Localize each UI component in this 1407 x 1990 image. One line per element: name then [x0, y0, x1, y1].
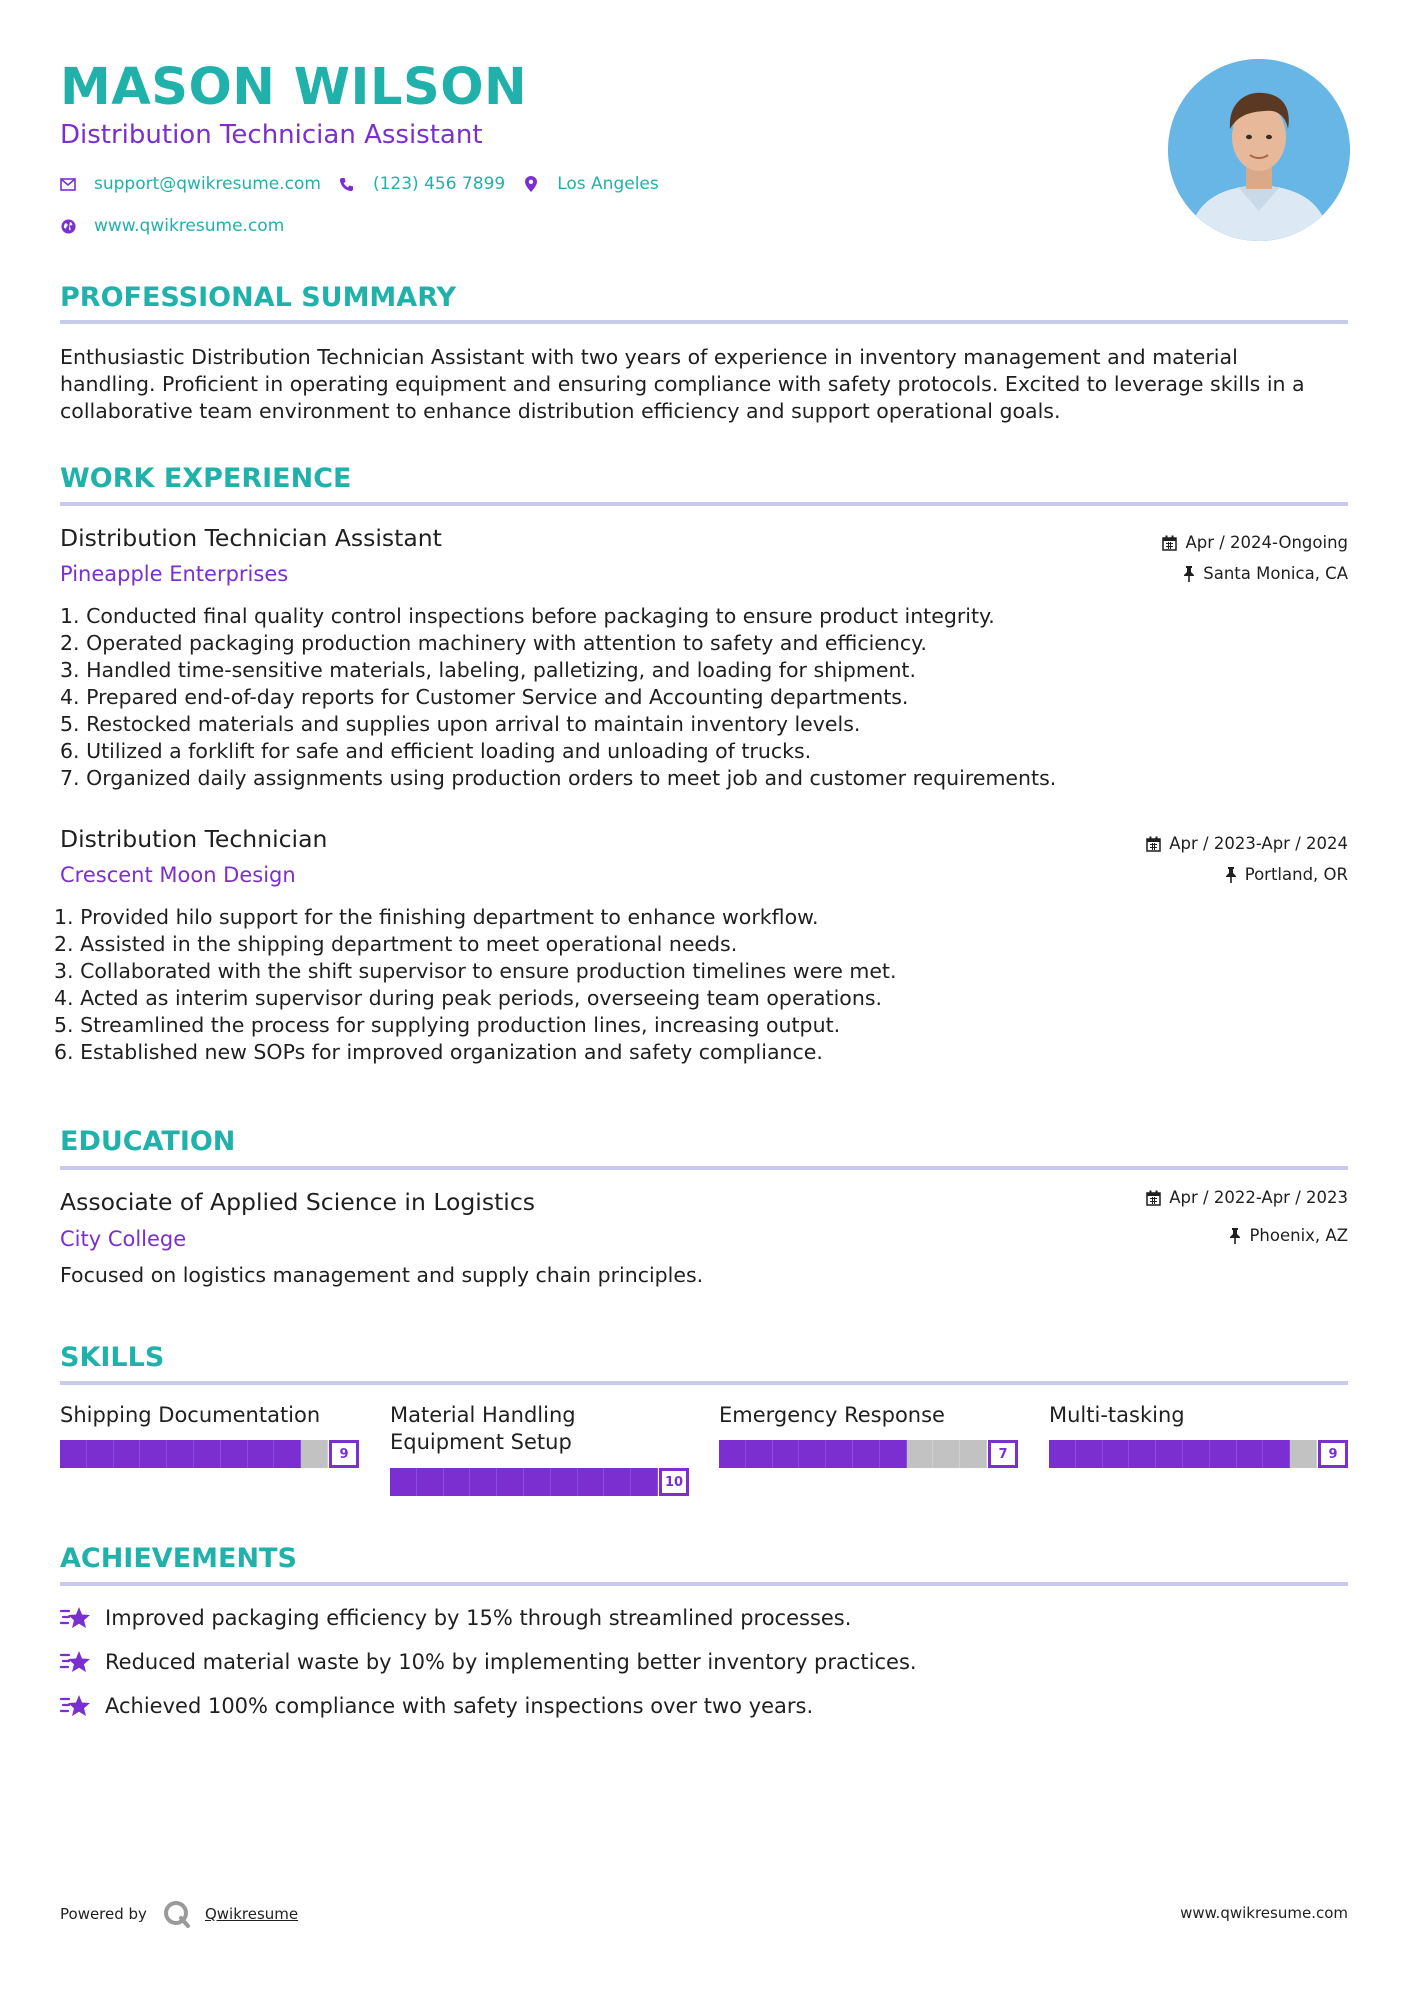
- achievement-item: [60, 1648, 917, 1676]
- education-description: Focused on logistics management and supply chain principles.: [60, 1263, 704, 1287]
- achievement-text: Achieved 100% compliance with safety inspections over two years.: [105, 1694, 814, 1718]
- skill-name: Equipment Setup: [390, 1430, 572, 1454]
- list-item: 5. Streamlined the process for supplying production lines, increasing output.: [54, 1013, 841, 1037]
- job-company: Pineapple Enterprises: [60, 562, 289, 586]
- list-item: 2. Operated packaging production machinery with attention to safety and efficiency.: [60, 631, 927, 655]
- skill-bar-segment: [799, 1440, 826, 1468]
- pushpin-icon: [1225, 867, 1237, 883]
- globe-icon: [60, 218, 76, 234]
- skill-bar-track: [719, 1440, 987, 1468]
- summary-text: [60, 344, 1348, 425]
- skill-item: [1049, 1402, 1348, 1462]
- skill-bar-segment: [417, 1468, 444, 1496]
- list-item: 4. Prepared end-of-day reports for Customer Service and Accounting departments.: [60, 685, 909, 709]
- skill-bar-segment: [248, 1440, 275, 1468]
- education-divider: [60, 1166, 1348, 1170]
- skill-name: Shipping Documentation: [60, 1403, 321, 1427]
- location-pin-icon: [523, 176, 539, 192]
- skill-bar-segment: [1103, 1440, 1130, 1468]
- list-item: 3. Collaborated with the shift supervisor to ensure production timelines were met.: [54, 959, 897, 983]
- summary-heading: PROFESSIONAL SUMMARY: [60, 282, 457, 313]
- summary-line: handling. Proficient in operating equipment and ensuring compliance with safety protocols. Excited to leverage skills in a: [60, 372, 1305, 396]
- skill-level-number: 9: [329, 1440, 359, 1468]
- skill-level-bar: [60, 1440, 359, 1468]
- skill-bar-segment: [60, 1440, 87, 1468]
- calendar-icon: [1162, 535, 1177, 551]
- degree-title: Associate of Applied Science in Logistics: [60, 1188, 535, 1216]
- skill-bar-segment: [194, 1440, 221, 1468]
- pushpin-icon: [1229, 1228, 1241, 1244]
- education-dates: [1146, 1187, 1348, 1209]
- calendar-icon: [1146, 1190, 1161, 1206]
- footer-website[interactable]: www.qwikresume.com: [1180, 1904, 1348, 1922]
- skill-bar-segment: [1076, 1440, 1103, 1468]
- skill-level-bar: [1049, 1440, 1348, 1468]
- skill-bar-segment: [114, 1440, 141, 1468]
- skill-name: Material Handling: [390, 1403, 576, 1427]
- education-location: [1229, 1225, 1348, 1247]
- mail-icon: [60, 176, 76, 192]
- job-company: Crescent Moon Design: [60, 863, 296, 887]
- achievement-item: [60, 1692, 813, 1720]
- phone-number[interactable]: (123) 456 7899: [372, 174, 506, 194]
- skill-bar-segment: [1183, 1440, 1210, 1468]
- star-icon: [60, 1605, 92, 1631]
- contact-row-primary: [60, 172, 677, 196]
- skill-bar-segment: [524, 1468, 551, 1496]
- achievement-text: Improved packaging efficiency by 15% through streamlined processes.: [105, 1606, 852, 1630]
- qwikresume-link[interactable]: Qwikresume: [204, 1905, 299, 1923]
- job-dates-text: Apr / 2023-Apr / 2024: [1169, 834, 1348, 853]
- skill-bar-segment: [497, 1468, 524, 1496]
- skill-item: [60, 1402, 359, 1462]
- skill-level-number: 10: [659, 1468, 689, 1496]
- list-item: 4. Acted as interim supervisor during peak periods, overseeing team operations.: [54, 986, 883, 1010]
- summary-line: Enthusiastic Distribution Technician Assistant with two years of experience in inventory management and material: [60, 345, 1238, 369]
- skill-bar-segment: [578, 1468, 605, 1496]
- list-item: 7. Organized daily assignments using production orders to meet job and customer requirements.: [60, 766, 1057, 790]
- achievement-item: [60, 1604, 851, 1632]
- job-responsibilities: [60, 603, 1056, 792]
- job-dates: [1162, 532, 1348, 554]
- skill-bar-track: [1049, 1440, 1317, 1468]
- skill-bar-segment: [1237, 1440, 1264, 1468]
- skill-bar-segment: [444, 1468, 471, 1496]
- education-heading: EDUCATION: [60, 1126, 236, 1157]
- skill-level-bar: [390, 1468, 689, 1496]
- resume-page: [54, 0, 1348, 1990]
- skill-level-number: 7: [988, 1440, 1018, 1468]
- skill-bar-segment: [907, 1440, 934, 1468]
- pushpin-icon: [1183, 566, 1195, 582]
- achievements-heading: ACHIEVEMENTS: [60, 1543, 297, 1574]
- skill-bar-segment: [390, 1468, 417, 1496]
- skill-bar-segment: [274, 1440, 301, 1468]
- skill-name: Emergency Response: [719, 1403, 945, 1427]
- star-icon: [60, 1693, 92, 1719]
- skill-level-number: 9: [1318, 1440, 1348, 1468]
- skill-bar-segment: [470, 1468, 497, 1496]
- profile-photo: [1168, 59, 1350, 241]
- phone-icon: [339, 176, 355, 192]
- skill-name: Multi-tasking: [1049, 1403, 1185, 1427]
- list-item: 3. Handled time-sensitive materials, labeling, palletizing, and loading for shipment.: [60, 658, 916, 682]
- skill-bar-segment: [1210, 1440, 1237, 1468]
- job-title: Distribution Technician Assistant: [60, 524, 442, 552]
- skill-bar-segment: [960, 1440, 987, 1468]
- skill-bar-segment: [826, 1440, 853, 1468]
- experience-divider: [60, 502, 1348, 506]
- skill-item: [390, 1402, 689, 1490]
- contact-row-secondary: [60, 214, 302, 238]
- star-icon: [60, 1649, 92, 1675]
- experience-heading: WORK EXPERIENCE: [60, 463, 352, 494]
- skill-bar-segment: [604, 1468, 631, 1496]
- skill-bar-segment: [1263, 1440, 1290, 1468]
- job-dates: [1146, 833, 1348, 855]
- job-location-text: Santa Monica, CA: [1203, 564, 1348, 583]
- calendar-icon: [1146, 836, 1161, 852]
- skills-divider: [60, 1381, 1348, 1385]
- skill-bar-segment: [880, 1440, 907, 1468]
- skill-item: [719, 1402, 1018, 1462]
- job-location-text: Portland, OR: [1244, 865, 1348, 884]
- job-dates-text: Apr / 2024-Ongoing: [1185, 533, 1348, 552]
- skill-bar-segment: [87, 1440, 114, 1468]
- school-name: City College: [60, 1227, 187, 1251]
- skill-bar-segment: [631, 1468, 658, 1496]
- education-dates-text: Apr / 2022-Apr / 2023: [1169, 1188, 1348, 1207]
- skill-bar-segment: [1156, 1440, 1183, 1468]
- skill-bar-track: [60, 1440, 328, 1468]
- list-item: 6. Utilized a forklift for safe and efficient loading and unloading of trucks.: [60, 739, 812, 763]
- qwikresume-logo-icon: [163, 1900, 191, 1928]
- skill-bar-segment: [1049, 1440, 1076, 1468]
- skill-bar-segment: [853, 1440, 880, 1468]
- skill-bar-track: [390, 1468, 658, 1496]
- list-item: 5. Restocked materials and supplies upon arrival to maintain inventory levels.: [60, 712, 861, 736]
- email-link[interactable]: support@qwikresume.com: [94, 174, 321, 194]
- skill-level-bar: [719, 1440, 1018, 1468]
- job-responsibilities: [54, 904, 896, 1066]
- skill-bar-segment: [167, 1440, 194, 1468]
- skill-bar-segment: [1129, 1440, 1156, 1468]
- list-item: 2. Assisted in the shipping department to meet operational needs.: [54, 932, 738, 956]
- list-item: 6. Established new SOPs for improved organization and safety compliance.: [54, 1040, 823, 1064]
- skill-bar-segment: [1290, 1440, 1317, 1468]
- skill-bar-segment: [746, 1440, 773, 1468]
- job-location: [1225, 864, 1348, 886]
- website-link[interactable]: www.qwikresume.com: [94, 216, 285, 236]
- powered-by-label: Powered by: [60, 1905, 147, 1923]
- skill-bar-segment: [719, 1440, 746, 1468]
- achievements-divider: [60, 1582, 1348, 1586]
- skill-bar-segment: [933, 1440, 960, 1468]
- skill-bar-segment: [140, 1440, 167, 1468]
- list-item: 1. Conducted final quality control inspections before packaging to ensure product integrity.: [60, 604, 995, 628]
- job-title: Distribution Technician: [60, 825, 328, 853]
- skill-bar-segment: [773, 1440, 800, 1468]
- summary-divider: [60, 320, 1348, 324]
- job-location: [1183, 563, 1348, 585]
- list-item: 1. Provided hilo support for the finishing department to enhance workflow.: [54, 905, 819, 929]
- summary-line: collaborative team environment to enhance distribution efficiency and support operational goals.: [60, 399, 1061, 423]
- footer-branding: [60, 1900, 298, 1928]
- candidate-name: MASON WILSON: [60, 58, 528, 117]
- skill-bar-segment: [301, 1440, 328, 1468]
- skills-heading: SKILLS: [60, 1342, 165, 1373]
- education-location-text: Phoenix, AZ: [1249, 1226, 1348, 1245]
- candidate-title: Distribution Technician Assistant: [60, 120, 483, 150]
- skill-bar-segment: [551, 1468, 578, 1496]
- location-text: Los Angeles: [557, 174, 659, 194]
- achievement-text: Reduced material waste by 10% by implementing better inventory practices.: [105, 1650, 917, 1674]
- skill-bar-segment: [221, 1440, 248, 1468]
